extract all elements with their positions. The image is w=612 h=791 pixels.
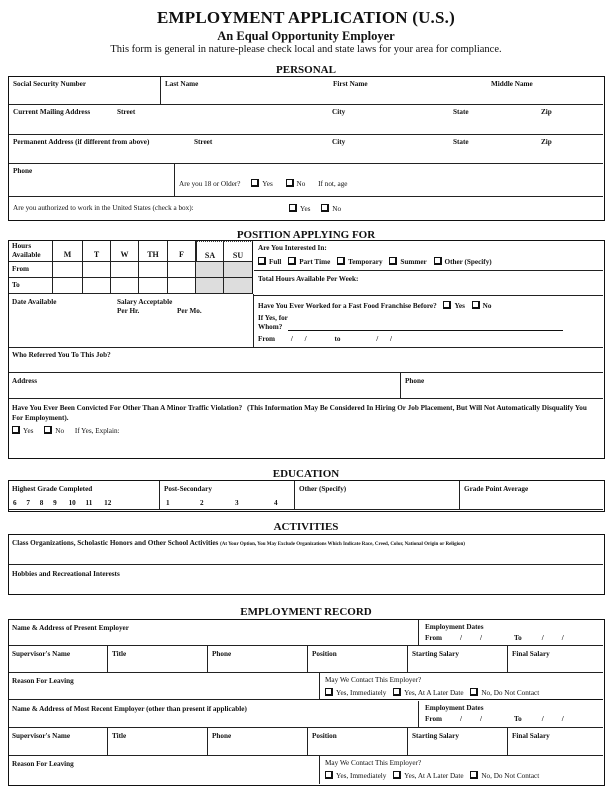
highest-grade-field <box>9 481 160 510</box>
age-no-option[interactable]: No <box>286 180 306 188</box>
grade-option[interactable]: 8 <box>39 499 44 507</box>
referrer-address-field[interactable] <box>9 373 401 399</box>
from-m-input[interactable] <box>53 262 83 278</box>
total-hours-field[interactable] <box>254 271 603 296</box>
referred-field[interactable] <box>9 348 603 373</box>
employment-dates-label: Employment Dates <box>425 623 484 631</box>
contact-no-option[interactable]: No, Do Not Contact <box>470 689 539 697</box>
checkbox-icon[interactable] <box>325 771 333 779</box>
fast-food-no-option[interactable]: No <box>472 302 492 310</box>
post-year-option[interactable]: 4 <box>274 499 278 507</box>
city-label: City <box>332 138 346 146</box>
interest-question <box>254 241 603 271</box>
recent-employer-field[interactable] <box>9 701 419 728</box>
hobbies-label: Hobbies and Recreational Interests <box>12 570 120 578</box>
compliance-note: This form is general in nature-please check local and state laws for your area for compliance. <box>110 44 502 55</box>
other-specify-label: Other (Specify) <box>299 485 347 493</box>
age-question <box>175 164 603 197</box>
from-label: From <box>258 335 276 343</box>
conviction-yes-option[interactable]: Yes <box>12 427 33 435</box>
to-row-label: To <box>9 278 53 294</box>
contact-later-option[interactable]: Yes, At A Later Date <box>393 772 463 780</box>
from-th-input[interactable] <box>139 262 168 278</box>
title-field[interactable]: Title <box>108 646 208 673</box>
ssn-field[interactable] <box>9 77 161 105</box>
employer-phone-field[interactable]: Phone <box>208 646 308 673</box>
post-year-option[interactable]: 3 <box>235 499 239 507</box>
interest-full-option[interactable]: Full <box>258 258 281 266</box>
supervisor-field[interactable]: Supervisor's Name <box>9 646 108 673</box>
checkbox-icon[interactable] <box>44 426 52 434</box>
if-not-age-label: If not, age <box>318 180 348 188</box>
checkbox-icon[interactable] <box>470 771 478 779</box>
final-salary-field[interactable]: Final Salary <box>508 646 603 673</box>
fast-food-label: Have You Ever Worked for a Fast Food Franchise Before? <box>258 302 437 310</box>
interest-summer-option[interactable]: Summer <box>389 258 426 266</box>
checkbox-icon[interactable] <box>286 179 294 187</box>
post-secondary-label: Post-Secondary <box>164 485 212 493</box>
class-organizations-label: Class Organizations, Scholastic Honors and Other School Activities (At Your Option, You May Exclude Organizations Which Indicate Race, Creed, Color, National Origin or Religion) <box>12 539 465 547</box>
reason-leaving-field[interactable]: Reason For Leaving <box>9 673 320 700</box>
date-slash: / <box>290 335 293 343</box>
present-employer-field[interactable] <box>9 620 419 646</box>
phone-label: Phone <box>13 167 33 175</box>
checkbox-icon[interactable] <box>289 204 297 212</box>
authorized-yes-option[interactable]: Yes <box>289 205 310 213</box>
starting-salary-field[interactable]: Starting Salary <box>408 728 508 756</box>
middle-name-label: Middle Name <box>491 80 533 88</box>
date-available-label: Date Available <box>12 298 57 306</box>
section-heading-position: POSITION APPLYING FOR <box>236 229 376 241</box>
zip-label: Zip <box>541 138 552 146</box>
interest-other-option[interactable]: Other (Specify) <box>434 258 492 266</box>
starting-salary-field[interactable]: Starting Salary <box>408 646 508 673</box>
class-organizations-field[interactable] <box>9 535 603 565</box>
checkbox-icon[interactable] <box>337 257 345 265</box>
checkbox-icon[interactable] <box>470 688 478 696</box>
checkbox-icon[interactable] <box>434 257 442 265</box>
date-salary-field[interactable] <box>9 294 254 348</box>
reason-leaving-field[interactable]: Reason For Leaving <box>9 756 320 784</box>
fast-food-yes-option[interactable]: Yes <box>443 302 464 310</box>
contact-employer-question <box>320 673 603 700</box>
checkbox-icon[interactable] <box>393 688 401 696</box>
checkbox-icon[interactable] <box>325 688 333 696</box>
whom-input[interactable] <box>288 323 563 331</box>
checkbox-icon[interactable] <box>389 257 397 265</box>
position-field[interactable]: Position <box>308 646 408 673</box>
education-section <box>8 480 605 512</box>
day-header-su: SU <box>224 241 253 262</box>
highest-grade-label: Highest Grade Completed <box>12 485 93 493</box>
whom-label: Whom? <box>258 323 283 331</box>
checkbox-icon[interactable] <box>251 179 259 187</box>
last-name-label: Last Name <box>165 80 199 88</box>
checkbox-icon[interactable] <box>288 257 296 265</box>
conviction-question <box>9 399 603 457</box>
day-header-m: M <box>53 241 83 262</box>
contact-later-option[interactable]: Yes, At A Later Date <box>393 689 463 697</box>
checkbox-icon[interactable] <box>472 301 480 309</box>
authorized-no-option[interactable]: No <box>321 205 341 213</box>
conviction-no-option[interactable]: No <box>44 427 64 435</box>
other-education-field[interactable] <box>295 481 460 510</box>
salary-acceptable-label: Salary Acceptable <box>117 298 173 306</box>
authorized-question-label: Are you authorized to work in the United States (check a box): <box>13 204 194 212</box>
grade-option[interactable]: 9 <box>53 499 57 507</box>
name-field[interactable] <box>161 77 603 105</box>
street-label: Street <box>117 108 136 116</box>
position-section <box>8 240 605 459</box>
address-label: Address <box>12 377 38 385</box>
authorized-question <box>9 197 603 219</box>
zip-label: Zip <box>541 108 552 116</box>
to-f-input[interactable] <box>168 278 196 294</box>
from-f-input[interactable] <box>168 262 196 278</box>
from-t-input[interactable] <box>83 262 111 278</box>
section-heading-employment: EMPLOYMENT RECORD <box>240 606 372 618</box>
contact-immediately-option[interactable]: Yes, Immediately <box>325 689 386 697</box>
day-header-th: TH <box>139 241 168 262</box>
class-organizations-note: (At Your Option, You May Exclude Organizations Which Indicate Race, Creed, Color, National Origin or Religion) <box>220 542 465 547</box>
hobbies-field[interactable] <box>9 565 603 593</box>
referred-label: Who Referred You To This Job? <box>12 351 111 359</box>
interested-label: Are You Interested In: <box>258 244 327 252</box>
permanent-address-field[interactable] <box>9 135 603 164</box>
section-heading-education: EDUCATION <box>272 468 340 480</box>
conviction-label: Have You Ever Been Convicted For Other Than A Minor Traffic Violation? <box>12 404 243 412</box>
day-header-sa: SA <box>196 241 224 262</box>
fast-food-question <box>254 296 603 348</box>
age-question-label: Are you 18 or Older? <box>179 180 241 188</box>
gpa-field[interactable] <box>460 481 603 510</box>
to-sa-input[interactable] <box>196 278 224 294</box>
mailing-address-field[interactable] <box>9 105 603 135</box>
title-field[interactable]: Title <box>108 728 208 756</box>
day-header-w: W <box>111 241 139 262</box>
post-year-option[interactable]: 1 <box>166 499 170 507</box>
age-yes-option[interactable]: Yes <box>251 180 272 188</box>
contact-no-option[interactable]: No, Do Not Contact <box>470 772 539 780</box>
referrer-phone-field[interactable] <box>401 373 603 399</box>
from-row-label: From <box>9 262 53 278</box>
hours-available-header: Hours Available <box>9 241 53 262</box>
date-slash: / <box>376 335 379 343</box>
interest-part-time-option[interactable]: Part Time <box>288 258 330 266</box>
to-su-input[interactable] <box>224 278 253 294</box>
personal-section <box>8 76 605 221</box>
contact-question-label: May We Contact This Employer? <box>325 759 422 767</box>
contact-question-label: May We Contact This Employer? <box>325 676 422 684</box>
employment-section <box>8 619 605 786</box>
grade-option[interactable]: 10 <box>68 499 76 507</box>
checkbox-icon[interactable] <box>258 257 266 265</box>
section-heading-personal: PERSONAL <box>276 64 336 76</box>
first-name-label: First Name <box>333 80 368 88</box>
recent-employment-dates[interactable]: Employment Dates From / / To / / <box>419 701 603 728</box>
present-employer-label: Name & Address of Present Employer <box>12 624 129 632</box>
grade-option[interactable]: 7 <box>26 499 30 507</box>
contact-immediately-option[interactable]: Yes, Immediately <box>325 772 386 780</box>
phone-field[interactable] <box>9 164 175 197</box>
grade-option[interactable]: 11 <box>85 499 93 507</box>
activities-section <box>8 534 605 595</box>
checkbox-icon[interactable] <box>443 301 451 309</box>
per-hr-label: Per Hr. <box>117 307 140 315</box>
conviction-note: (This Information May Be Considered In Hiring Or Job Placement, But Will Not Automatically Disqualify You For Employment). <box>12 404 587 422</box>
phone-label: Phone <box>405 377 425 385</box>
recent-employer-label: Name & Address of Most Recent Employer (other than present if applicable) <box>12 705 247 713</box>
from-w-input[interactable] <box>111 262 139 278</box>
to-th-input[interactable] <box>139 278 168 294</box>
page-title: EMPLOYMENT APPLICATION (U.S.) <box>157 8 455 27</box>
total-hours-label: Total Hours Available Per Week: <box>258 275 359 283</box>
permanent-address-label: Permanent Address (if different from above) <box>13 138 150 146</box>
final-salary-field[interactable]: Final Salary <box>508 728 603 756</box>
grade-option[interactable]: 12 <box>104 499 112 507</box>
position-field[interactable]: Position <box>308 728 408 756</box>
employer-phone-field[interactable]: Phone <box>208 728 308 756</box>
from-su-input[interactable] <box>224 262 253 278</box>
from-sa-input[interactable] <box>196 262 224 278</box>
post-secondary-field <box>160 481 295 510</box>
contact-employer-question <box>320 756 603 784</box>
if-yes-for-label: If Yes, for <box>258 314 288 322</box>
to-w-input[interactable] <box>111 278 139 294</box>
to-label: to <box>334 335 341 343</box>
street-label: Street <box>194 138 213 146</box>
gpa-label: Grade Point Average <box>464 485 529 493</box>
date-slash: / <box>304 335 307 343</box>
to-m-input[interactable] <box>53 278 83 294</box>
state-label: State <box>453 108 469 116</box>
ssn-label: Social Security Number <box>13 80 87 88</box>
date-slash: / <box>390 335 393 343</box>
supervisor-field[interactable]: Supervisor's Name <box>9 728 108 756</box>
post-year-option[interactable]: 2 <box>200 499 204 507</box>
city-label: City <box>332 108 346 116</box>
grade-option[interactable]: 6 <box>13 499 17 507</box>
if-yes-explain-label: If Yes, Explain: <box>74 427 120 435</box>
day-header-t: T <box>83 241 111 262</box>
checkbox-icon[interactable] <box>393 771 401 779</box>
page-subtitle: An Equal Opportunity Employer <box>217 29 395 43</box>
state-label: State <box>453 138 469 146</box>
section-heading-activities: ACTIVITIES <box>273 521 339 533</box>
mailing-address-label: Current Mailing Address <box>13 108 91 116</box>
per-mo-label: Per Mo. <box>177 307 202 315</box>
interest-temporary-option[interactable]: Temporary <box>337 258 382 266</box>
checkbox-icon[interactable] <box>321 204 329 212</box>
checkbox-icon[interactable] <box>12 426 20 434</box>
present-employment-dates[interactable]: Employment Dates From / / To / / <box>419 620 603 646</box>
day-header-f: F <box>168 241 196 262</box>
employment-dates-label: Employment Dates <box>425 704 484 712</box>
to-t-input[interactable] <box>83 278 111 294</box>
